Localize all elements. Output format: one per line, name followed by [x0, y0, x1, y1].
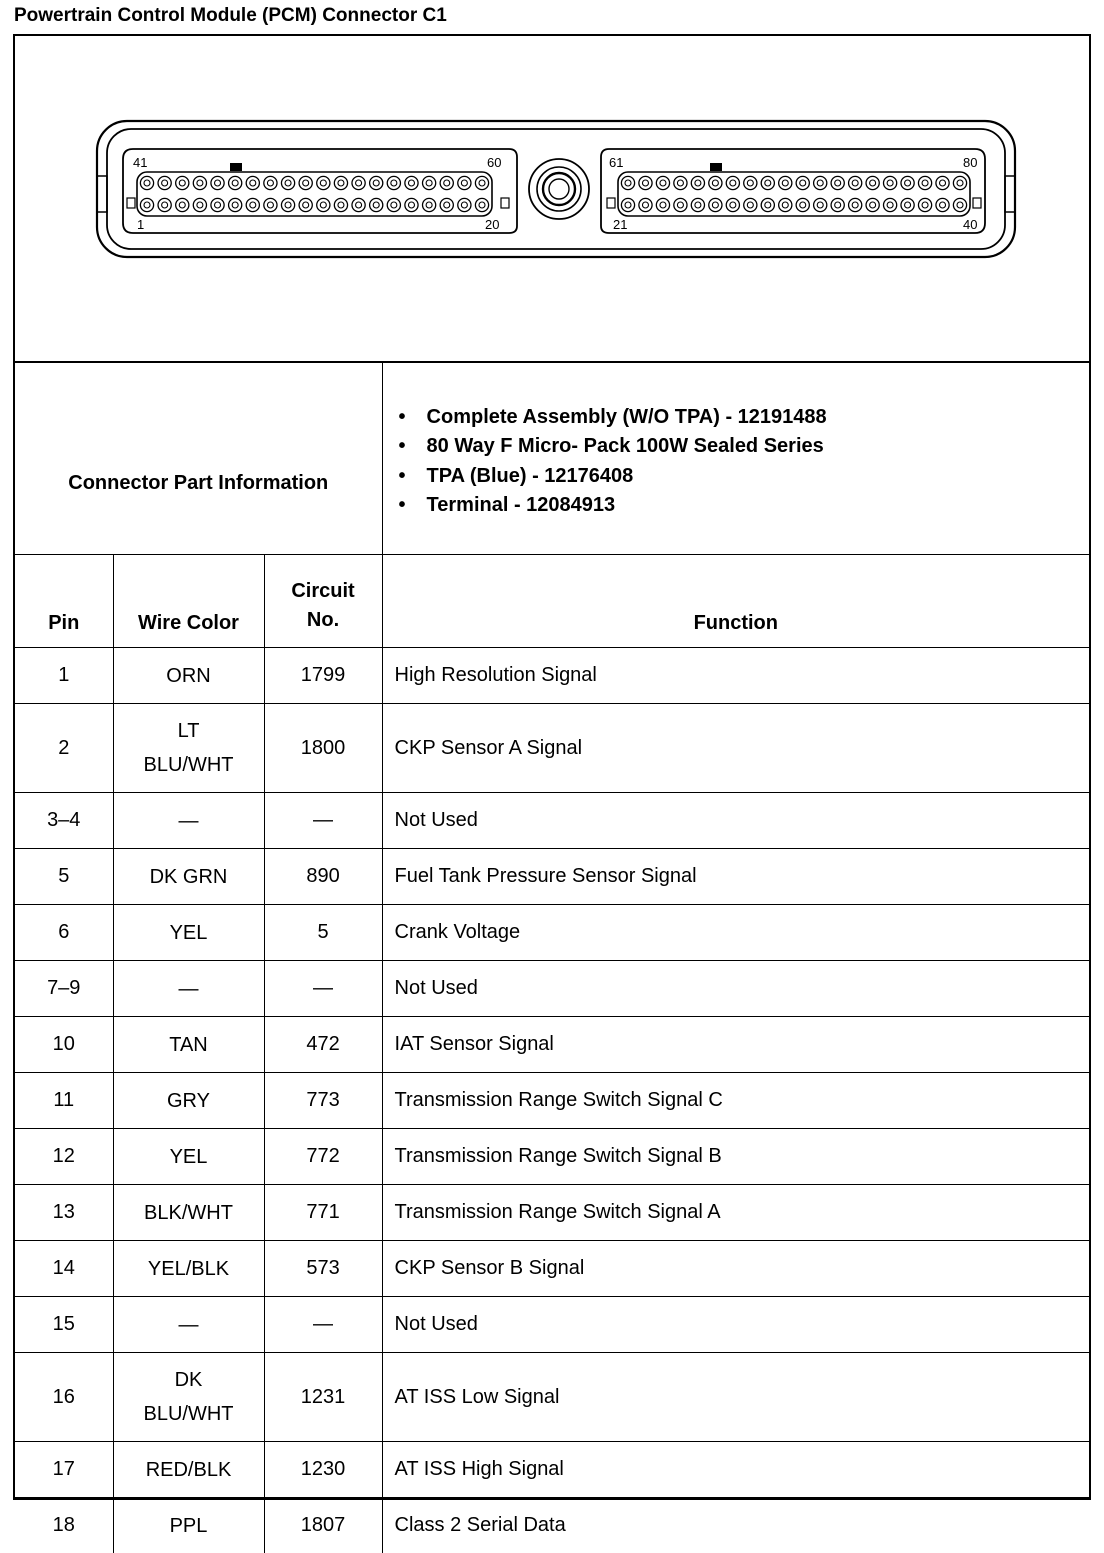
wire-color-cell — [113, 704, 264, 793]
right-pin-cavity-bottom — [884, 198, 897, 211]
connector-document — [13, 34, 1091, 1500]
right-pin-cavity-top — [814, 176, 827, 189]
latch-right — [1005, 176, 1015, 212]
table-row — [15, 961, 1089, 1017]
wire-color-text: RED/BLK — [114, 1453, 264, 1487]
table-row — [15, 704, 1089, 793]
circuit-cell: 1230 — [264, 1442, 382, 1498]
left-pin-cavity-bottom — [158, 198, 171, 211]
right-block-tab — [973, 198, 981, 208]
left-key-mark — [230, 163, 242, 171]
pin-label-21: 21 — [613, 217, 627, 232]
circuit-cell: 573 — [264, 1241, 382, 1297]
table-row — [15, 1353, 1089, 1442]
right-pin-cavity-top — [709, 176, 722, 189]
part-info-label: Connector Part Information — [15, 363, 382, 555]
pin-cell: 5 — [15, 849, 113, 905]
left-pin-terminal — [179, 180, 185, 186]
left-pin-terminal — [144, 202, 150, 208]
right-pin-terminal — [835, 180, 841, 186]
left-pin-cavity-top — [193, 176, 206, 189]
left-pin-cavity-bottom — [370, 198, 383, 211]
left-pin-cavity-top — [158, 176, 171, 189]
header-circuit-line2: No. — [265, 606, 382, 635]
left-pin-terminal — [197, 202, 203, 208]
right-pin-cavity-bottom — [656, 198, 669, 211]
right-pin-cavity-top — [674, 176, 687, 189]
left-pin-cavity-bottom — [176, 198, 189, 211]
left-pin-terminal — [373, 202, 379, 208]
right-block-tab-left — [607, 198, 615, 208]
left-pin-cavity-bottom — [387, 198, 400, 211]
circuit-cell: 1800 — [264, 704, 382, 793]
part-info-item: • Terminal - 12084913 — [427, 491, 1090, 521]
right-pin-terminal — [747, 180, 753, 186]
left-pin-cavity-top — [440, 176, 453, 189]
right-pin-terminal — [835, 202, 841, 208]
table-row — [15, 1185, 1089, 1241]
right-pin-cavity-top — [831, 176, 844, 189]
function-cell: Transmission Range Switch Signal C — [382, 1073, 1089, 1129]
wire-color-cell — [113, 1017, 264, 1073]
function-cell: Not Used — [382, 961, 1089, 1017]
right-pin-cavity-top — [849, 176, 862, 189]
right-pin-cavity-bottom — [866, 198, 879, 211]
right-pin-terminal — [800, 180, 806, 186]
circuit-cell: — — [264, 793, 382, 849]
left-pin-cavity-top — [317, 176, 330, 189]
right-pin-cavity-top — [918, 176, 931, 189]
part-info-list-cell — [382, 363, 1089, 555]
right-pin-grid — [621, 176, 966, 211]
right-pin-cavity-bottom — [779, 198, 792, 211]
left-pin-cavity-top — [299, 176, 312, 189]
wire-color-text: DK — [114, 1363, 264, 1397]
left-pin-cavity-top — [140, 176, 153, 189]
right-pin-terminal — [852, 180, 858, 186]
left-pin-terminal — [479, 202, 485, 208]
wire-color-text: YEL — [114, 1140, 264, 1174]
right-pin-terminal — [782, 180, 788, 186]
right-pin-cavity-bottom — [691, 198, 704, 211]
left-pin-terminal — [391, 202, 397, 208]
right-pin-cavity-top — [691, 176, 704, 189]
left-pin-terminal — [215, 202, 221, 208]
table-row — [15, 648, 1089, 704]
table-row — [15, 849, 1089, 905]
left-pin-terminal — [356, 180, 362, 186]
right-pin-cavity-bottom — [814, 198, 827, 211]
left-pin-cavity-bottom — [281, 198, 294, 211]
right-pin-terminal — [660, 180, 666, 186]
wire-color-text: BLU/WHT — [114, 748, 264, 782]
right-pin-cavity-bottom — [901, 198, 914, 211]
left-pin-cavity-bottom — [246, 198, 259, 211]
pin-cell: 18 — [15, 1498, 113, 1553]
left-pin-terminal — [408, 180, 414, 186]
left-pin-cavity-top — [246, 176, 259, 189]
right-pin-cavity-bottom — [918, 198, 931, 211]
right-pin-terminal — [782, 202, 788, 208]
right-pin-terminal — [625, 202, 631, 208]
left-pin-terminal — [461, 180, 467, 186]
wire-color-cell — [113, 1185, 264, 1241]
left-pin-cavity-top — [229, 176, 242, 189]
right-pin-terminal — [905, 202, 911, 208]
pin-cell: 16 — [15, 1353, 113, 1442]
function-cell: High Resolution Signal — [382, 648, 1089, 704]
function-cell: Class 2 Serial Data — [382, 1498, 1089, 1553]
left-pin-terminal — [267, 202, 273, 208]
right-pin-cavity-bottom — [831, 198, 844, 211]
header-circuit-line1: Circuit — [265, 577, 382, 606]
right-pin-cavity-bottom — [709, 198, 722, 211]
left-pin-cavity-bottom — [140, 198, 153, 211]
pin-label-40: 40 — [963, 217, 977, 232]
right-pin-cavity-bottom — [744, 198, 757, 211]
circuit-cell: 472 — [264, 1017, 382, 1073]
left-block-tab — [127, 198, 135, 208]
left-pin-cavity-top — [334, 176, 347, 189]
left-pin-terminal — [408, 202, 414, 208]
right-pin-cavity-top — [884, 176, 897, 189]
circuit-cell: 890 — [264, 849, 382, 905]
right-pin-terminal — [852, 202, 858, 208]
wire-color-cell — [113, 1442, 264, 1498]
right-pin-cavity-top — [744, 176, 757, 189]
left-pin-terminal — [250, 180, 256, 186]
part-info-item: • 80 Way F Micro- Pack 100W Sealed Series — [427, 432, 1090, 462]
table-row — [15, 905, 1089, 961]
right-key-mark — [710, 163, 722, 171]
header-circuit-no — [264, 555, 382, 648]
right-pin-cavity-bottom — [761, 198, 774, 211]
right-pin-terminal — [677, 180, 683, 186]
wire-color-text: — — [114, 804, 264, 838]
wire-color-cell — [113, 1297, 264, 1353]
right-pin-cavity-top — [796, 176, 809, 189]
part-info-row — [15, 363, 1089, 555]
right-pin-terminal — [712, 202, 718, 208]
right-pin-terminal — [940, 202, 946, 208]
right-pin-terminal — [677, 202, 683, 208]
wire-color-cell — [113, 849, 264, 905]
circuit-cell: 1807 — [264, 1498, 382, 1553]
left-pin-cavity-top — [458, 176, 471, 189]
center-bolt-outer — [529, 159, 589, 219]
pin-label-41: 41 — [133, 155, 147, 170]
right-pin-cavity-bottom — [726, 198, 739, 211]
left-pin-terminal — [373, 180, 379, 186]
circuit-cell: 772 — [264, 1129, 382, 1185]
left-pin-cavity-bottom — [317, 198, 330, 211]
wire-color-text: PPL — [114, 1509, 264, 1543]
right-pin-terminal — [817, 202, 823, 208]
left-pin-cavity-top — [352, 176, 365, 189]
right-pin-terminal — [887, 180, 893, 186]
right-pin-terminal — [800, 202, 806, 208]
left-pin-cavity-bottom — [405, 198, 418, 211]
function-cell: CKP Sensor B Signal — [382, 1241, 1089, 1297]
right-pin-terminal — [905, 180, 911, 186]
left-pin-cavity-bottom — [423, 198, 436, 211]
part-info-item: • Complete Assembly (W/O TPA) - 12191488 — [427, 403, 1090, 433]
wire-color-text: GRY — [114, 1084, 264, 1118]
left-pin-cavity-top — [176, 176, 189, 189]
pin-cell: 15 — [15, 1297, 113, 1353]
pin-label-20: 20 — [485, 217, 499, 232]
wire-color-text: LT — [114, 714, 264, 748]
function-cell: Transmission Range Switch Signal B — [382, 1129, 1089, 1185]
left-pin-cavity-bottom — [264, 198, 277, 211]
right-pin-cavity-bottom — [953, 198, 966, 211]
right-pin-terminal — [887, 202, 893, 208]
right-pin-cavity-top — [936, 176, 949, 189]
function-cell: IAT Sensor Signal — [382, 1017, 1089, 1073]
left-pin-terminal — [162, 202, 168, 208]
right-pin-terminal — [747, 202, 753, 208]
left-pin-grid — [140, 176, 488, 211]
wire-color-text: YEL — [114, 916, 264, 950]
wire-color-text: BLU/WHT — [114, 1397, 264, 1431]
right-pin-terminal — [730, 180, 736, 186]
left-pin-terminal — [285, 180, 291, 186]
table-row — [15, 793, 1089, 849]
wire-color-cell — [113, 1353, 264, 1442]
wire-color-text: — — [114, 972, 264, 1006]
right-pin-block — [601, 149, 985, 233]
left-pin-terminal — [232, 202, 238, 208]
left-pin-terminal — [215, 180, 221, 186]
center-bolt-inner — [543, 173, 575, 205]
wire-color-cell — [113, 648, 264, 704]
function-cell: Transmission Range Switch Signal A — [382, 1185, 1089, 1241]
right-pin-terminal — [625, 180, 631, 186]
wire-color-cell — [113, 1241, 264, 1297]
connector-diagram — [15, 36, 1089, 363]
left-pin-terminal — [444, 202, 450, 208]
table-row — [15, 1241, 1089, 1297]
left-pin-terminal — [444, 180, 450, 186]
left-pin-cavity-bottom — [299, 198, 312, 211]
left-pin-cavity-top — [475, 176, 488, 189]
right-pin-terminal — [642, 202, 648, 208]
right-pin-terminal — [765, 180, 771, 186]
left-pin-terminal — [232, 180, 238, 186]
right-pin-terminal — [730, 202, 736, 208]
right-pin-cavity-top — [953, 176, 966, 189]
wire-color-text: TAN — [114, 1028, 264, 1062]
wire-color-cell — [113, 905, 264, 961]
right-pin-cavity-top — [761, 176, 774, 189]
wire-color-cell — [113, 1073, 264, 1129]
right-pin-terminal — [940, 180, 946, 186]
wire-color-cell — [113, 961, 264, 1017]
right-pin-cavity-bottom — [639, 198, 652, 211]
left-pin-cavity-top — [264, 176, 277, 189]
left-pin-cavity-top — [405, 176, 418, 189]
left-pin-terminal — [338, 180, 344, 186]
left-pin-cavity — [137, 172, 492, 216]
wire-color-cell — [113, 1129, 264, 1185]
latch-left — [97, 176, 107, 212]
left-pin-cavity-top — [211, 176, 224, 189]
connector-face-illustration — [15, 36, 1089, 361]
right-pin-cavity-bottom — [936, 198, 949, 211]
pin-label-61: 61 — [609, 155, 623, 170]
left-pin-terminal — [320, 180, 326, 186]
part-info-list — [383, 397, 1090, 521]
wire-color-text: — — [114, 1308, 264, 1342]
function-cell: Crank Voltage — [382, 905, 1089, 961]
left-pin-cavity-top — [281, 176, 294, 189]
function-cell: Not Used — [382, 1297, 1089, 1353]
left-pin-terminal — [179, 202, 185, 208]
right-pin-terminal — [660, 202, 666, 208]
right-pin-terminal — [817, 180, 823, 186]
right-pin-cavity-bottom — [849, 198, 862, 211]
pin-cell: 12 — [15, 1129, 113, 1185]
left-pin-terminal — [303, 180, 309, 186]
pin-cell: 7–9 — [15, 961, 113, 1017]
circuit-cell: — — [264, 961, 382, 1017]
wire-color-text: ORN — [114, 659, 264, 693]
right-pin-cavity-top — [866, 176, 879, 189]
right-pin-cavity — [618, 172, 970, 216]
left-pin-cavity-top — [387, 176, 400, 189]
circuit-cell: 5 — [264, 905, 382, 961]
header-pin: Pin — [15, 555, 113, 648]
left-block-tab-right — [501, 198, 509, 208]
pin-cell: 3–4 — [15, 793, 113, 849]
pin-cell: 14 — [15, 1241, 113, 1297]
right-pin-terminal — [712, 180, 718, 186]
left-pin-terminal — [479, 180, 485, 186]
pin-cell: 17 — [15, 1442, 113, 1498]
left-pin-terminal — [320, 202, 326, 208]
right-pin-terminal — [957, 180, 963, 186]
circuit-cell: 773 — [264, 1073, 382, 1129]
right-pin-terminal — [642, 180, 648, 186]
function-cell: CKP Sensor A Signal — [382, 704, 1089, 793]
table-row — [15, 1073, 1089, 1129]
pin-cell: 2 — [15, 704, 113, 793]
function-cell: AT ISS Low Signal — [382, 1353, 1089, 1442]
left-pin-cavity-bottom — [440, 198, 453, 211]
pin-cell: 10 — [15, 1017, 113, 1073]
left-pin-cavity-bottom — [458, 198, 471, 211]
left-pin-cavity-bottom — [193, 198, 206, 211]
left-pin-terminal — [303, 202, 309, 208]
function-cell: Fuel Tank Pressure Sensor Signal — [382, 849, 1089, 905]
right-pin-terminal — [957, 202, 963, 208]
table-row — [15, 1129, 1089, 1185]
table-row — [15, 1297, 1089, 1353]
circuit-cell: 1231 — [264, 1353, 382, 1442]
pin-cell: 13 — [15, 1185, 113, 1241]
table-row — [15, 1017, 1089, 1073]
right-pin-cavity-bottom — [674, 198, 687, 211]
header-wire-color: Wire Color — [113, 555, 264, 648]
left-pin-cavity-bottom — [475, 198, 488, 211]
right-pin-cavity-top — [779, 176, 792, 189]
left-pin-terminal — [461, 202, 467, 208]
right-pin-cavity-top — [901, 176, 914, 189]
right-pin-terminal — [870, 202, 876, 208]
right-pin-terminal — [695, 180, 701, 186]
pin-label-80: 80 — [963, 155, 977, 170]
pinout-table — [15, 363, 1089, 1553]
part-info-item: • TPA (Blue) - 12176408 — [427, 462, 1090, 492]
table-header-row — [15, 555, 1089, 648]
pin-cell: 1 — [15, 648, 113, 704]
pin-cell: 6 — [15, 905, 113, 961]
circuit-cell: 771 — [264, 1185, 382, 1241]
left-pin-cavity-bottom — [334, 198, 347, 211]
right-pin-cavity-top — [726, 176, 739, 189]
right-pin-terminal — [870, 180, 876, 186]
wire-color-text: YEL/BLK — [114, 1252, 264, 1286]
function-cell: Not Used — [382, 793, 1089, 849]
right-pin-cavity-bottom — [796, 198, 809, 211]
page-title: Powertrain Control Module (PCM) Connector C1 — [14, 5, 447, 27]
pin-label-1: 1 — [137, 217, 144, 232]
left-pin-terminal — [162, 180, 168, 186]
table-row — [15, 1442, 1089, 1498]
right-pin-terminal — [695, 202, 701, 208]
left-pin-cavity-bottom — [229, 198, 242, 211]
left-pin-terminal — [426, 180, 432, 186]
left-pin-cavity-top — [370, 176, 383, 189]
left-pin-terminal — [144, 180, 150, 186]
left-pin-cavity-bottom — [211, 198, 224, 211]
left-pin-block — [123, 149, 517, 233]
left-pin-terminal — [356, 202, 362, 208]
right-pin-cavity-top — [639, 176, 652, 189]
right-pin-cavity-top — [621, 176, 634, 189]
left-pin-terminal — [338, 202, 344, 208]
right-pin-terminal — [922, 202, 928, 208]
pin-label-60: 60 — [487, 155, 501, 170]
circuit-cell: — — [264, 1297, 382, 1353]
wire-color-text: BLK/WHT — [114, 1196, 264, 1230]
left-pin-terminal — [267, 180, 273, 186]
left-pin-terminal — [285, 202, 291, 208]
right-pin-cavity-bottom — [621, 198, 634, 211]
left-pin-terminal — [426, 202, 432, 208]
pin-cell: 11 — [15, 1073, 113, 1129]
right-pin-cavity-top — [656, 176, 669, 189]
right-pin-terminal — [765, 202, 771, 208]
center-bolt-core — [549, 179, 569, 199]
wire-color-cell — [113, 793, 264, 849]
left-pin-cavity-bottom — [352, 198, 365, 211]
left-pin-terminal — [197, 180, 203, 186]
circuit-cell: 1799 — [264, 648, 382, 704]
left-pin-terminal — [250, 202, 256, 208]
left-pin-terminal — [391, 180, 397, 186]
right-pin-terminal — [922, 180, 928, 186]
header-function: Function — [382, 555, 1089, 648]
left-pin-cavity-top — [423, 176, 436, 189]
wire-color-text: DK GRN — [114, 860, 264, 894]
function-cell: AT ISS High Signal — [382, 1442, 1089, 1498]
